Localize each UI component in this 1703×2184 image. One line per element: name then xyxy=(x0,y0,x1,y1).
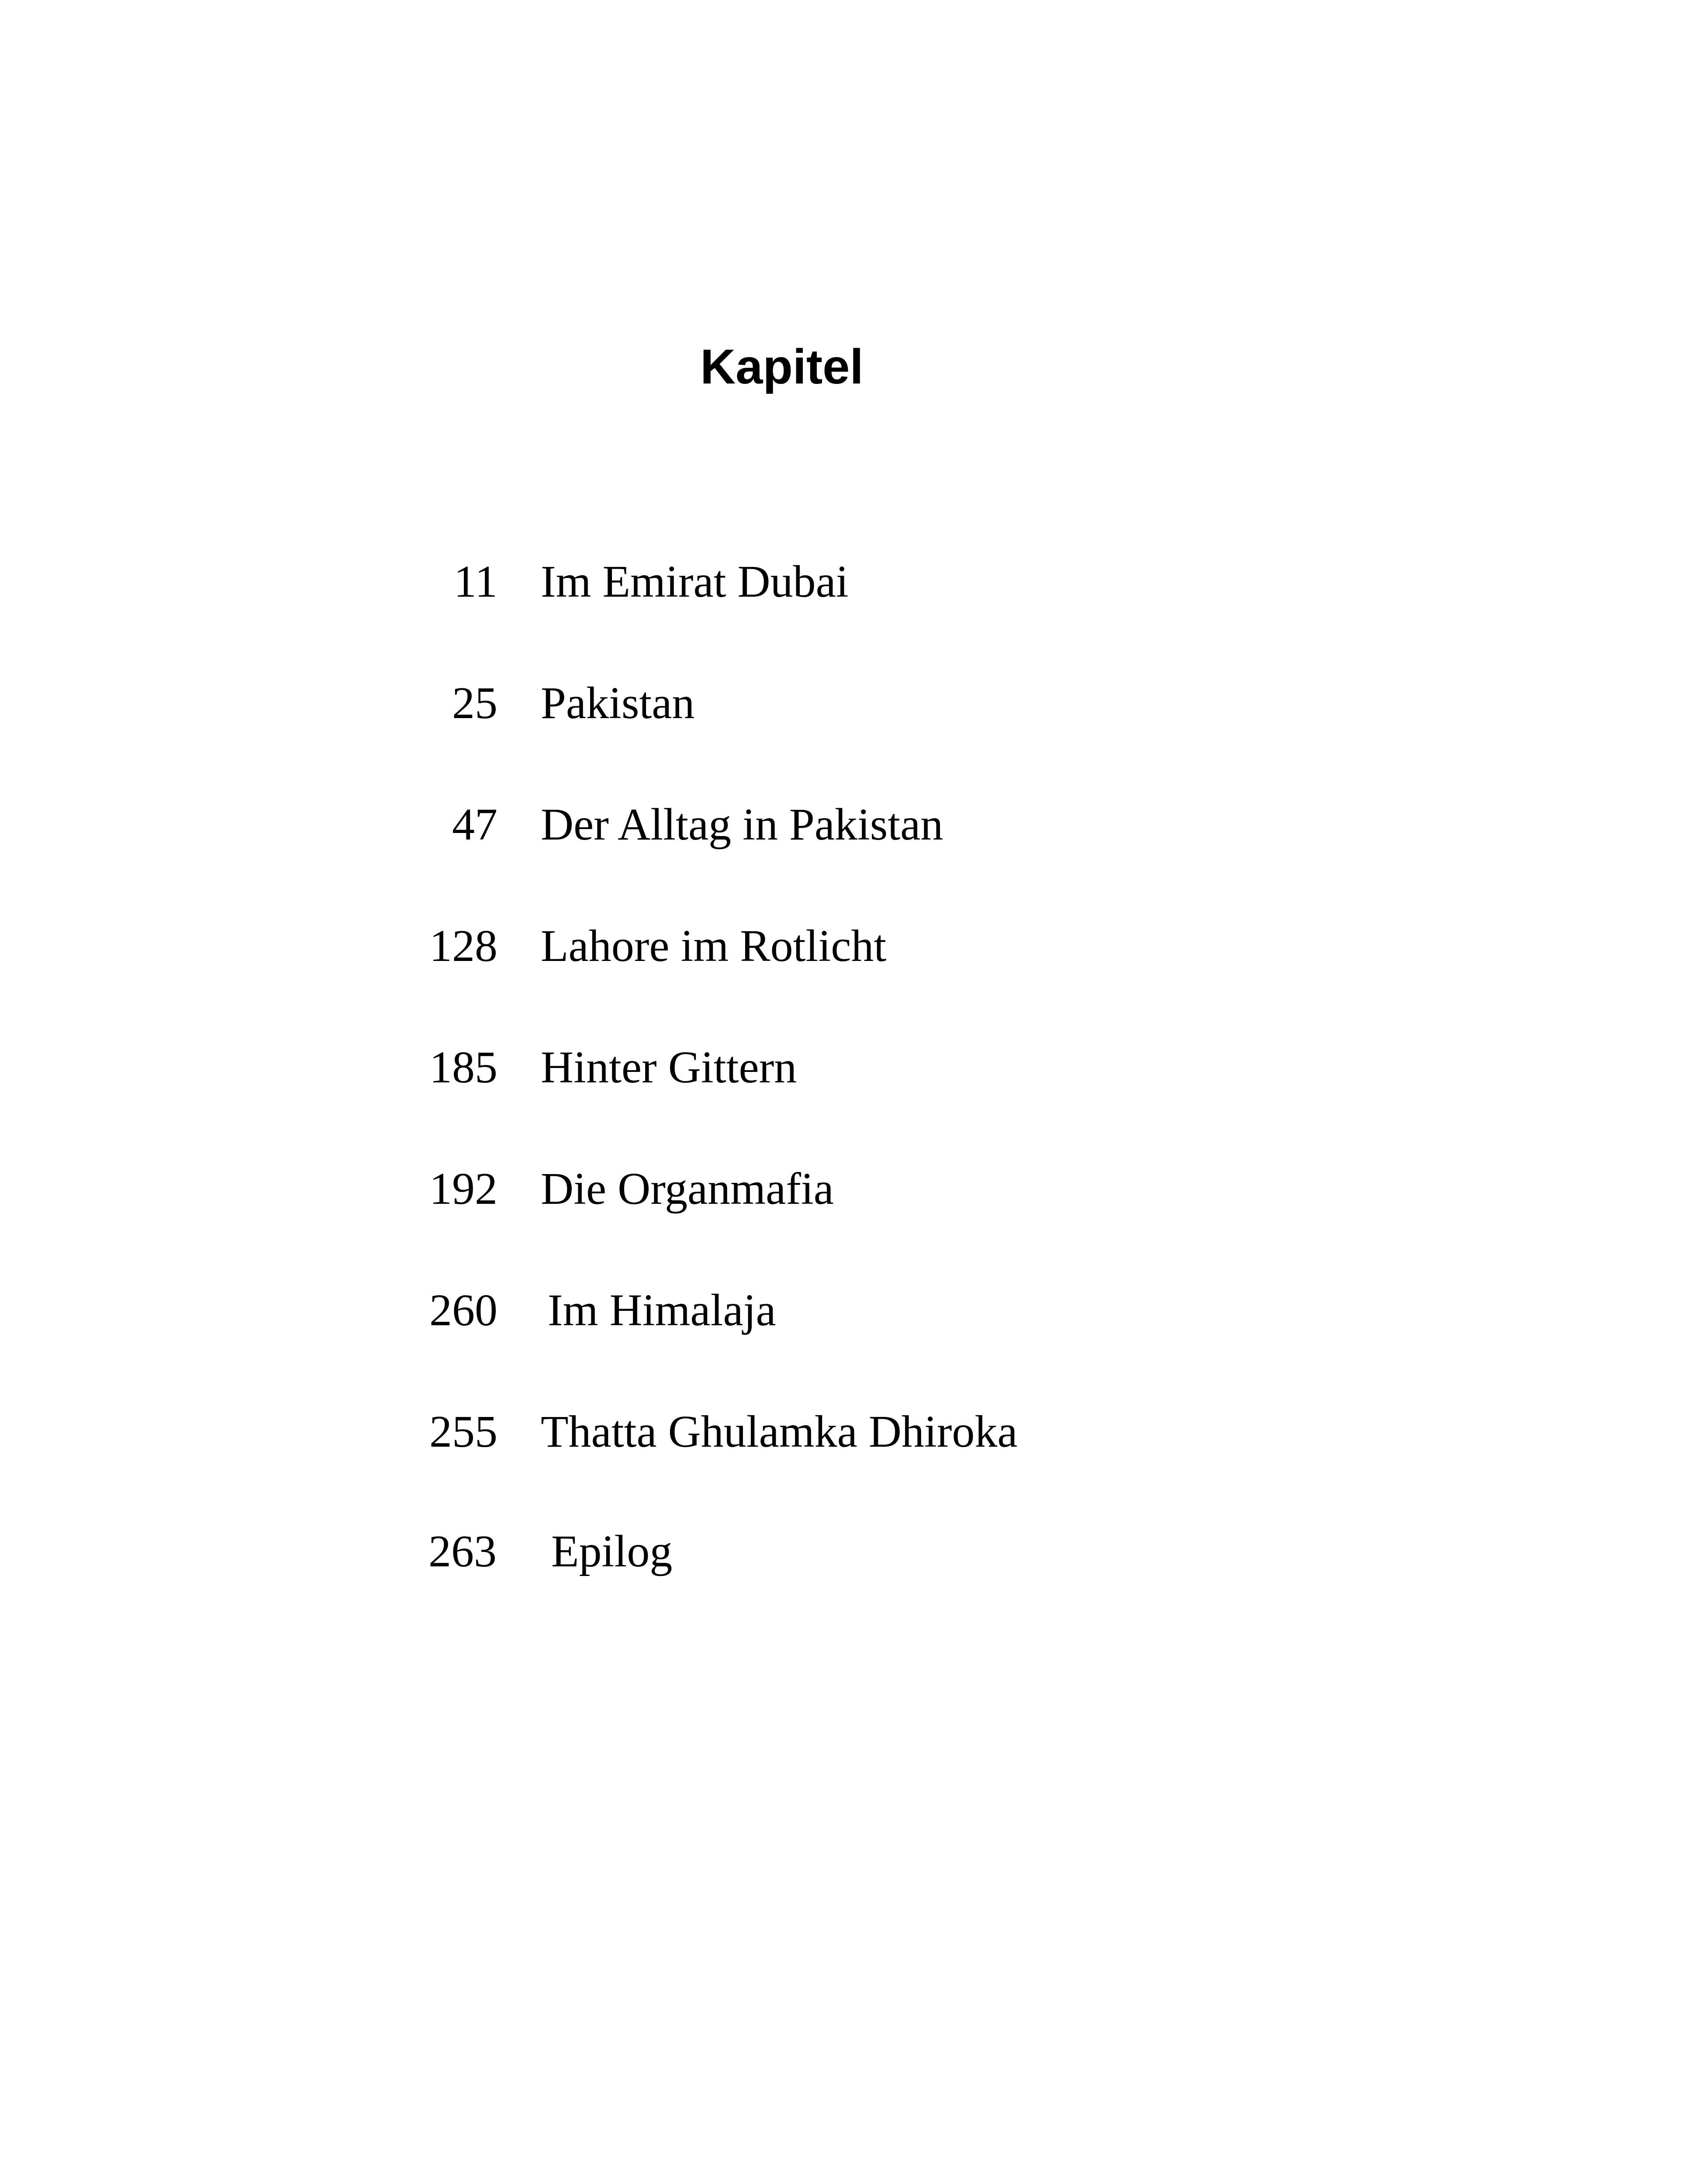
toc-entry xyxy=(0,1037,1703,1098)
toc-entry xyxy=(0,794,1703,855)
toc-entry xyxy=(0,1521,1703,1582)
toc-page-number: 263 xyxy=(428,1526,497,1576)
toc-page-number: 47 xyxy=(452,799,497,850)
toc-entry xyxy=(0,1158,1703,1220)
toc-page-number: 192 xyxy=(429,1164,497,1214)
toc-entry xyxy=(0,1401,1703,1462)
toc-page-number: 25 xyxy=(452,678,497,728)
toc-page-number: 128 xyxy=(429,921,497,971)
toc-chapter-title: Hinter Gittern xyxy=(541,1042,797,1092)
toc-entry xyxy=(0,673,1703,734)
toc-chapter-title: Lahore im Rotlicht xyxy=(541,921,887,971)
page-title: Kapitel xyxy=(700,339,864,394)
toc-chapter-title: Epilog xyxy=(551,1526,673,1576)
toc-page-number: 185 xyxy=(429,1042,497,1092)
toc-chapter-title: Pakistan xyxy=(541,678,695,728)
toc-chapter-title: Thatta Ghulamka Dhiroka xyxy=(541,1406,1018,1457)
toc-page-number: 255 xyxy=(429,1406,497,1457)
toc-chapter-title: Der Alltag in Pakistan xyxy=(541,799,943,850)
toc-chapter-title: Im Himalaja xyxy=(548,1285,776,1335)
toc-page-number: 260 xyxy=(429,1285,497,1335)
toc-chapter-title: Die Organmafia xyxy=(541,1164,834,1214)
toc-page-number: 11 xyxy=(453,556,497,607)
toc-chapter-title: Im Emirat Dubai xyxy=(541,556,849,607)
toc-entry xyxy=(0,551,1703,612)
toc-entry xyxy=(0,1280,1703,1341)
toc-entry xyxy=(0,916,1703,977)
